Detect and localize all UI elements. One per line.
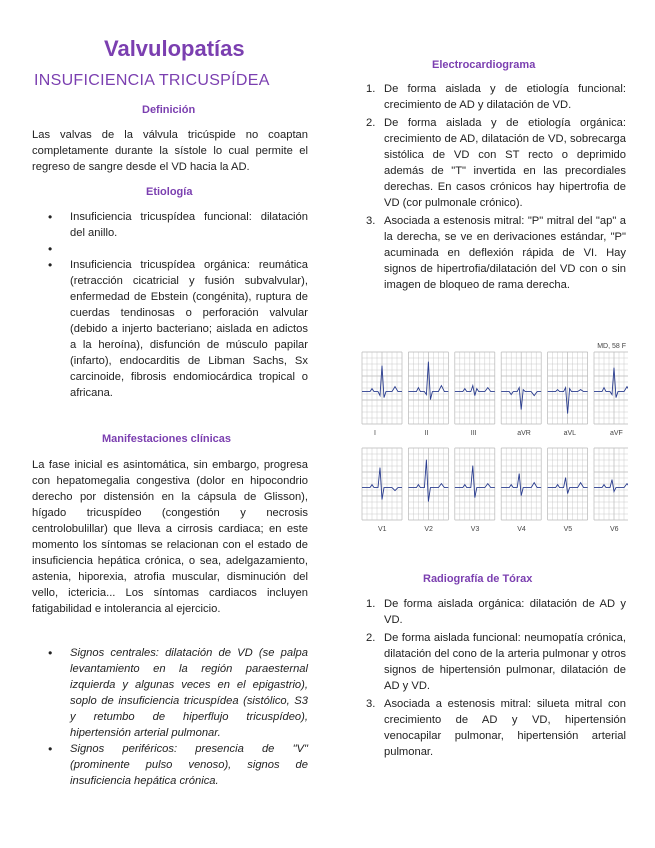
ecg-panel-aVL [548,352,588,437]
definicion-text: Las valvas de la válvula tricúspide no coaptan completamente durante la sístole lo cual permite el regreso de sangre desde el VD hacia la AD. [32,129,308,173]
radiografia-heading: Radiografía de Tórax [423,573,533,585]
ecg-panel-V5 [548,448,588,533]
ecg-lead-label: II [424,430,429,437]
ecg-panel-aVR [501,352,541,437]
ecg-lead-label: I [374,430,376,437]
ecg-lead-label: aVR [517,430,531,437]
list-item: • Signos centrales: dilatación de VD (se palpa levantamiento en la región paraesternal izquierda y algunas veces en el epigastrio), soplo de insuficiencia tricuspídea (sistólico, S3 y retumbo de hiperflujo tricuspídeo), hipertensión arterial pulmonar. [32,645,308,741]
ecg-lead-label: aVL [563,430,577,437]
electrocardiograma-heading: Electrocardiograma [432,59,536,71]
list-item: 1. De forma aislada y de etiología funcional: crecimiento de AD y dilatación de VD. [366,83,626,111]
etiologia-heading: Etiología [146,186,193,198]
ecg-panel-aVF [594,352,628,437]
ecg-panel-V4 [501,448,541,533]
ecg-lead-label: V6 [610,526,619,533]
ecg-lead-label: aVF [610,430,623,437]
list-item: 2. De forma aislada funcional: neumopatía crónica, dilatación del cono de la arteria pulmonar y otros signos de hipertensión pulmonar, dilatación de AD y VD. [366,632,626,692]
list-item: 1. De forma aislada orgánica: dilatación de AD y VD. [366,598,626,626]
ecg-corner-label: MD, 58 F [597,343,626,350]
ecg-panel-I [362,352,402,437]
list-item: 2. De forma aislada y de etiología orgánica: crecimiento de AD, dilatación de VD, sobrecarga sistólica de VD con ST recto o deprimido además de "T" invertida en las precordiales derechas. En casos crónicos hay hipertrofia de VD (cor pulmonale crónico). [366,117,626,209]
list-item: 3. Asociada a estenosis mitral: "P" mitral del "ap" a la derecha, se ve en derivaciones estándar, "P" acuminada en deflexión rápida de VI. Hay signos de hipertrofia/dilatación del VD con o sin imagen de bloqueo de rama derecha. [366,215,626,291]
ecg-panel-III [455,352,495,437]
list-item: 3. Asociada a estenosis mitral: silueta mitral con crecimiento de AD y VD, hipertensión venocapilar pulmonar, hipertensión arterial pulmonar. [366,698,626,758]
ecg-lead-label: V2 [424,526,433,533]
ecg-lead-label: V5 [563,526,573,533]
manifestaciones-list [32,645,308,789]
ecg-figure [360,340,628,540]
list-item: • Insuficiencia tricuspídea orgánica: reumática (retracción cicatricial y fusión subvalvular), enfermedad de Ebstein (congénita), ruptura de cuerdas tendinosas o perforación valvular (debido a injerto bacteriano; aislada en adictos a la heroína), disfunción de músculo papilar (infarto), endocarditis de Libman Sachs, Sx carcinoide, fibrosis endomiocárdica tropical o africana. [32,257,308,401]
ecg-panel-II [408,352,448,437]
ecg-lead-label: III [470,430,477,437]
etiologia-list [32,209,308,401]
radiografia-list [360,596,626,762]
manifestaciones-text: La fase inicial es asintomática, sin embargo, progresa con hepatomegalia congestiva (dolor en hipocondrio derecho por distensión en la cápsula de Glisson), hígado tricuspídeo (congestión y necrosis centrolobulillar) que lleva a cirrosis cardiaca; en este momento los síntomas se relacionan con el estado de insuficiencia hepática crónica, o sea, adelgazamiento, astenia, hiporexia, atrofia muscular, disminución del vello, ictericia... Los síntomas cardiacos incluyen fatigabilidad e intolerancia al ejercicio. [32,459,308,615]
list-item: • Insuficiencia tricuspídea funcional: dilatación del anillo. [32,209,308,241]
manifestaciones-heading: Manifestaciones clínicas [102,433,231,445]
ecg-panel-V1 [362,448,402,533]
list-item: • Signos periféricos: presencia de "V" (prominente pulso venoso), signos de insuficiencia hepática crónica. [32,741,308,789]
section-subtitle: INSUFICIENCIA TRICUSPÍDEA [34,72,270,89]
page-title: Valvulopatías [104,36,245,61]
list-item-empty [32,241,308,257]
electrocardiograma-list [360,81,626,295]
ecg-panel-V2 [408,448,448,533]
ecg-lead-label: V1 [378,526,387,533]
ecg-lead-label: V4 [517,526,526,533]
ecg-strips [360,340,628,540]
ecg-panel-V3 [455,448,495,533]
definicion-heading: Definición [142,104,196,116]
ecg-panel-V6 [594,448,628,533]
ecg-lead-label: V3 [470,526,480,533]
